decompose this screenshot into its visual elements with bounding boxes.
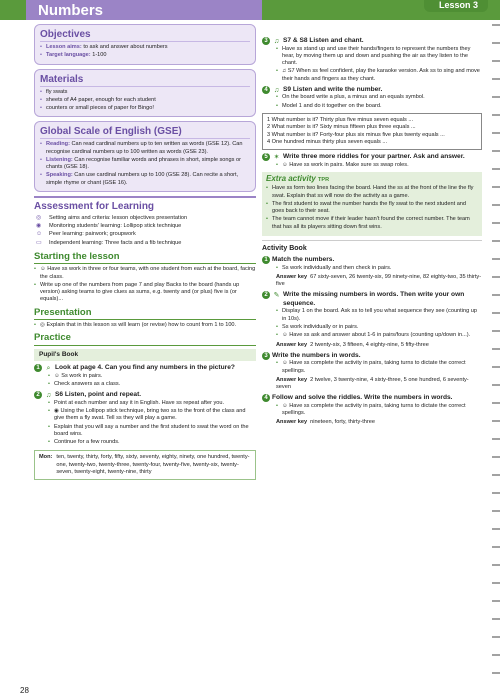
extra-heading: Extra activity TPR [266,173,330,183]
answer-key: Answer key 67 sixty-seven, 26 twenty-six, 99 ninety-nine, 82 eighty-two, 35 thirty-five [276,273,482,288]
step-item: • Ss work individually and then check in pairs. [276,265,482,272]
pairwork-icon: ☺ [282,161,290,168]
step-item: • Continue for a few rounds. [48,439,256,446]
audio-icon: ♫ [273,86,280,94]
magnifier-icon: ⌕ [46,365,51,373]
materials-box [34,69,256,118]
step-item: • ☺ Have ss complete the activity in pairs, taking turns to dictate the correct spellings. [276,360,482,375]
page-number: 28 [20,686,29,695]
step-number: 5 [262,153,270,161]
objective-item: • Lesson aims: to ask and answer about numbers [40,44,250,51]
presentation-item: • ◎ Explain that in this lesson ss will learn (or revise) how to count from 1 to 100. [34,322,256,329]
materials-heading: Materials [40,73,250,87]
assessment-item: ◉ Monitoring students' learning: Lollipop stick technique [36,223,182,230]
target-icon: ◎ [40,322,47,328]
step-item: • Check answers as a class. [48,381,256,388]
gse-item: • Speaking: Can use cardinal numbers up to 100 (GSE 28). Can recite a short, simple rhyme or chant (GSE 16). [40,172,250,187]
book-icon: ▭ [36,239,42,246]
step-number: 1 [34,364,42,372]
step-item: • ♫ S7 When ss feel confident, play the karaoke version. Ask ss to sing and move their hands and fingers as they chant. [276,68,482,83]
step-item: • On the board write a plus, a minus and an equals symbol. [276,94,482,101]
pb-step-1: 1 ⌕ Look at page 4. Can you find any numbers in the picture? [34,364,256,373]
mon-text: ten, twenty, thirty, forty, fifty, sixty, seventy, eighty, ninety, one hundred, twenty-one, twenty-two, twenty-three, twenty-four, twenty-five, twenty-six, twenty-seven, twenty-eight, twenty-nine, thirty [56,454,250,475]
questions-box [262,113,482,150]
audio-icon: ♫ [282,68,288,75]
material-item: • sheets of A4 paper, enough for each student [40,97,250,104]
left-column [34,24,256,480]
pairwork-icon: ☺ [282,360,290,367]
objectives-box [34,24,256,65]
material-item: • counters or small pieces of paper for Bingo! [40,105,250,112]
material-item: • fly swats [40,89,250,96]
extra-activity-box [262,172,482,236]
answer-key: Answer key 2 twelve, 3 twenty-nine, 4 sixty-three, 5 one hundred, 6 seventy-seven [276,376,469,391]
pb-step-4: 4 ♫ S9 Listen and write the number. [262,86,482,95]
eye-icon: ◉ [36,223,42,230]
step-number: 2 [262,291,270,299]
activity-book-heading: Activity Book [262,240,482,253]
ab-step-3: 3 Write the numbers in words. [262,352,482,361]
step-item: • ☺ Have ss ask and answer about 1-6 in pairs/fours (counting up/down in...). [276,332,482,339]
starting-item: • ☺ Have ss work in three or four teams, with one student from each at the board, facing the class. [34,266,256,281]
assessment-item: ◎ Setting aims and criteria: lesson objectives presentation [36,214,188,221]
assessment-item: ▭ Independent learning: Three facts and a fib technique [36,239,182,246]
step-number: 4 [262,394,270,402]
pairwork-icon: ☺ [282,332,290,339]
question: 3 What number is it? Forty-four plus six minus five plus twenty equals ... [267,131,445,138]
step-item: • ☺ Have ss complete the activity in pairs, taking turns to dictate the correct spellings. [276,403,482,418]
step-item: • Ss work individually or in pairs. [276,324,482,331]
eye-icon: ◉ [54,407,61,414]
groupwork-icon: ☺ [40,266,48,273]
target-icon: ◎ [36,214,42,221]
tpr-tag: TPR [318,176,330,183]
pairwork-icon: ☺ [54,372,62,379]
step-item: • Point at each number and say it in English. Have ss repeat after you. [48,400,256,407]
question: 1 What number is it? Thirty plus five minus seven equals ... [267,116,414,123]
step-number: 2 [34,391,42,399]
pairwork-icon: ☺ [282,402,290,409]
starting-item: • Write up one of the numbers from page 7 and play Backs to the board (hands up version) asking teams to give clues as sums, e.g. twenty and (or plus) five is (or equals)... [34,282,256,304]
mon-box [34,450,256,480]
audio-icon: ♫ [273,38,280,45]
assessment-item: ☺ Peer learning: pairwork; groupwork [36,231,136,238]
step-number: 3 [262,352,270,360]
ab-step-2: 2 ✎ Write the missing numbers in words. Then write your own sequence. [262,291,482,308]
page-edge-marks [492,24,500,694]
step-item: • Model 1 and do it together on the board. [276,103,482,110]
assessment-heading: Assessment for Learning [34,200,155,212]
pupils-book-bar: Pupil's Book [34,349,256,361]
step-item: • ◉ Using the Lollipop stick technique, bring two ss to the front of the class and give them a fly swat. Tell ss they will play a game. [48,408,256,423]
starting-heading: Starting the lesson [34,251,256,264]
question: 4 One hundred minus thirty plus seven equals ... [267,138,388,145]
mon-label: Mon: [39,454,53,461]
practice-heading: Practice [34,332,256,345]
step-item: • Display 1 on the board. Ask ss to tell you what sequence they see (counting up in 10s). [276,308,482,323]
star-icon: ✶ [273,154,280,162]
audio-icon: ♫ [45,392,52,400]
people-icon: ☺ [36,231,43,238]
answer-key: Answer key 2 twenty-six, 3 fifteen, 4 eighty-nine, 5 fifty-three [276,341,429,348]
question: 2 What number is it? Sixty minus fifteen plus three equals ... [267,124,416,131]
gse-heading: Global Scale of English (GSE) [40,125,250,139]
pb-step-2: 2 ♫ S6 Listen, point and repeat. [34,391,256,400]
step-number: 3 [262,37,270,45]
pb-step-5: 5 ✶ Write three more riddles for your partner. Ask and answer. [262,153,482,162]
pencil-icon: ✎ [273,292,280,300]
objectives-heading: Objectives [40,28,250,42]
ab-step-4: 4 Follow and solve the riddles. Write the numbers in words. [262,394,482,403]
objective-item: • Target language: 1-100 [40,52,250,59]
extra-item: • Have ss form two lines facing the board. Hand the ss at the front of the line the fly swat. Explain that ss will now do the activity as a game. [266,185,478,200]
presentation-heading: Presentation [34,307,256,320]
gse-item: • Listening: Can recognise familiar words and phrases in short, simple songs or chants (GSE 18). [40,157,250,172]
assessment-section [34,196,256,247]
right-column [262,34,482,427]
extra-item: • The first student to swat the number hands the fly swat to the next student and goes back to their seat. [266,201,478,216]
gse-item: • Reading: Can read cardinal numbers up to ten written as words (GSE 12). Can recognise cardinal numbers up to 100 written as words (GSE 23). [40,141,250,156]
answer-key: Answer key nineteen, forty, thirty-three [276,419,375,426]
step-number: 1 [262,256,270,264]
lesson-label: Lesson 3 [438,0,478,10]
step-item: • Explain that you will say a number and the first student to swat the word on the board wins. [48,424,256,439]
lesson-tab [424,0,488,12]
step-item: • Have ss stand up and use their hands/fingers to represent the numbers they hear, by moving them up and down and pushing the air as they listen to the chant. [276,46,482,68]
ab-step-1: 1 Match the numbers. [262,256,482,265]
page-title: Numbers [38,2,104,19]
extra-item: • The team cannot move if their leader hasn't found the correct number. The team that has all its players sitting down first wins. [266,216,478,231]
step-item: • ☺ Ss work in pairs. [48,373,256,380]
pb-step-3: 3 ♫ S7 & S8 Listen and chant. [262,37,482,46]
step-item: • ☺ Have ss work in pairs. Make sure ss swap roles. [276,162,482,169]
gse-box [34,121,256,192]
step-number: 4 [262,86,270,94]
